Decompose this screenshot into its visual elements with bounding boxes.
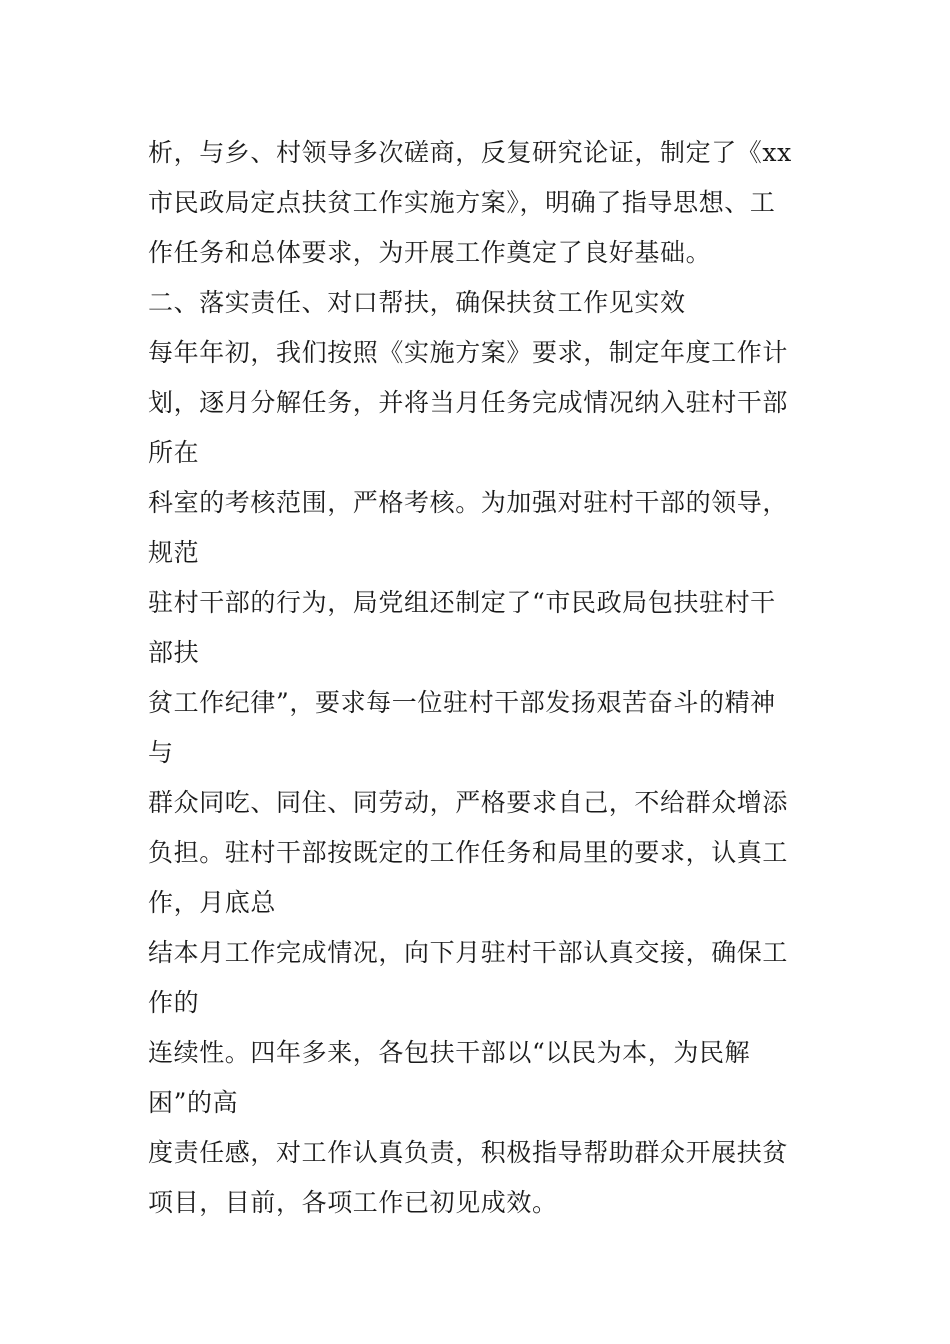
text-line: 群众同吃、同住、同劳动，严格要求自己，不给群众增添: [148, 788, 789, 817]
text-line: 结本月工作完成情况，向下月驻村干部认真交接，确保工: [148, 938, 789, 967]
text-line: 与: [148, 738, 174, 767]
text-line: 度责任感，对工作认真负责，积极指导帮助群众开展扶贫: [148, 1138, 789, 1167]
document-body: [148, 128, 828, 1228]
text-line: 析，与乡、村领导多次磋商，反复研究论证，制定了《xx: [148, 138, 792, 167]
text-line: 项目，目前，各项工作已初见成效。: [148, 1188, 558, 1217]
text-line: 划，逐月分解任务，并将当月任务完成情况纳入驻村干部: [148, 388, 789, 417]
text-line: 规范: [148, 538, 200, 567]
text-line: 贫工作纪律”，要求每一位驻村干部发扬艰苦奋斗的精神: [148, 688, 776, 717]
text-line: 作的: [148, 988, 200, 1017]
text-line: 困”的高: [148, 1088, 239, 1117]
text-line: 每年年初，我们按照《实施方案》要求，制定年度工作计: [148, 338, 789, 367]
text-line: 负担。驻村干部按既定的工作任务和局里的要求，认真工: [148, 838, 789, 867]
text-line: 作任务和总体要求，为开展工作奠定了良好基础。: [148, 238, 712, 267]
text-line: 科室的考核范围，严格考核。为加强对驻村干部的领导，: [148, 488, 789, 517]
text-line: 所在: [148, 438, 200, 467]
text-line: 市民政局定点扶贫工作实施方案》，明确了指导思想、工: [148, 188, 776, 217]
text-line: 驻村干部的行为，局党组还制定了“市民政局包扶驻村干: [148, 588, 776, 617]
text-line: 连续性。四年多来，各包扶干部以“以民为本，为民解: [148, 1038, 751, 1067]
section-heading: 二、落实责任、对口帮扶，确保扶贫工作见实效: [148, 288, 686, 317]
text-line: 作，月底总: [148, 888, 277, 917]
text-line: 部扶: [148, 638, 200, 667]
